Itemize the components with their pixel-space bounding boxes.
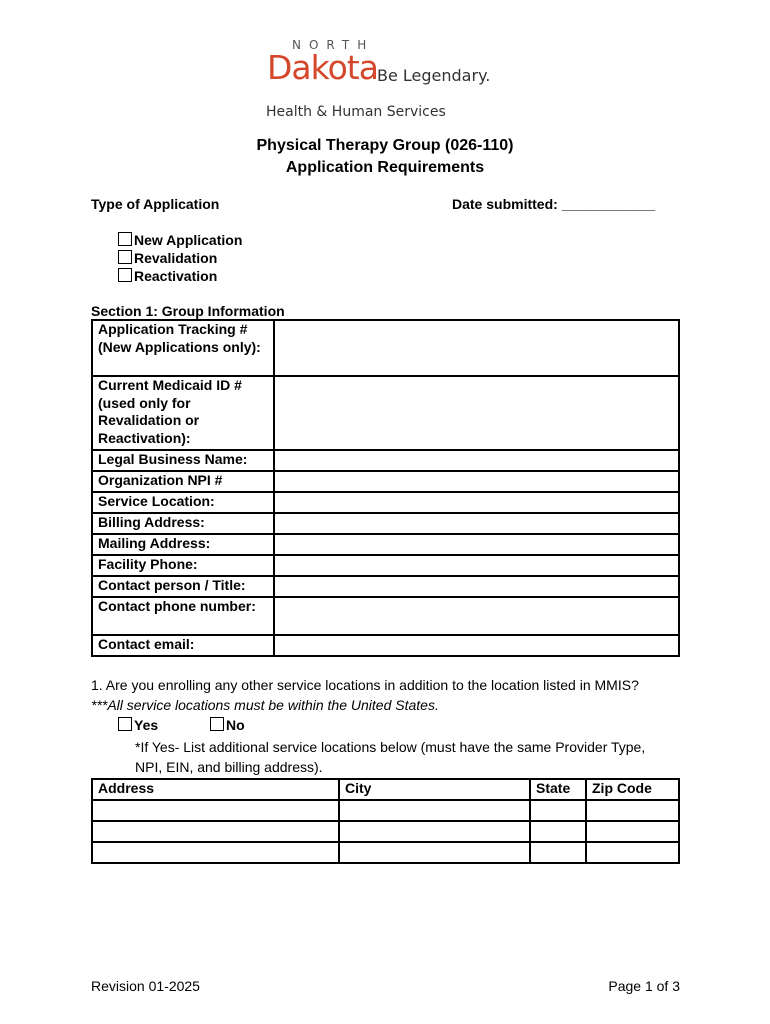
group-info-label: Current Medicaid ID # (used only for Revalidation or Reactivation): [92,376,274,450]
table-row [92,471,679,492]
medicaid-id-field[interactable] [274,376,679,450]
group-info-label: Contact phone number: [92,597,274,635]
group-info-label: Organization NPI # [92,471,274,492]
billing-address-field[interactable] [274,513,679,534]
contact-person-field[interactable] [274,576,679,597]
table-row [92,842,679,863]
group-info-label: Facility Phone: [92,555,274,576]
group-info-label: Contact person / Title: [92,576,274,597]
zip-cell[interactable] [586,821,679,842]
nd-hhs-logo [258,38,508,126]
state-cell[interactable] [530,821,586,842]
application-tracking-field[interactable] [274,320,679,376]
group-info-table [91,319,680,657]
section1-title: Section 1: Group Information [91,303,285,319]
state-cell[interactable] [530,842,586,863]
option-reactivation[interactable]: Reactivation [118,267,242,285]
address-cell[interactable] [92,842,339,863]
logo-department: Health & Human Services [266,104,446,120]
question1-no-option[interactable]: No [210,717,245,733]
question1-instruction: *If Yes- List additional service locations below (must have the same Provider Type, NPI, EIN, and billing address). [135,739,646,775]
state-cell[interactable] [530,800,586,821]
checkbox-reactivation[interactable] [118,268,132,282]
facility-phone-field[interactable] [274,555,679,576]
logo-tagline: Be Legendary. [377,66,491,85]
zip-cell[interactable] [586,800,679,821]
group-info-label: Billing Address: [92,513,274,534]
revision-label: Revision 01-2025 [91,978,200,994]
table-row [92,576,679,597]
date-submitted-field[interactable]: Date submitted: ____________ [452,196,656,212]
table-row [92,555,679,576]
checkbox-no[interactable] [210,717,224,731]
group-info-label: Mailing Address: [92,534,274,555]
group-info-label: Service Location: [92,492,274,513]
checkbox-revalidation[interactable] [118,250,132,264]
city-cell[interactable] [339,842,530,863]
checkbox-yes[interactable] [118,717,132,731]
table-row [92,635,679,656]
question1-note: ***All service locations must be within the United States. [91,697,439,713]
application-type-options [118,231,242,285]
contact-email-field[interactable] [274,635,679,656]
table-row [92,534,679,555]
city-cell[interactable] [339,821,530,842]
page-number: Page 1 of 3 [608,978,680,994]
contact-phone-field[interactable] [274,597,679,635]
type-of-application-label: Type of Application [91,196,220,212]
group-info-label: Contact email: [92,635,274,656]
service-locations-table [91,778,680,864]
legal-business-name-field[interactable] [274,450,679,471]
zip-cell[interactable] [586,842,679,863]
table-row [92,320,679,376]
table-row [92,450,679,471]
option-new-application[interactable]: New Application [118,231,242,249]
checkbox-new-application[interactable] [118,232,132,246]
col-header-address: Address [92,779,339,800]
mailing-address-field[interactable] [274,534,679,555]
logo-north-text: NORTH [292,38,375,52]
question1-text: 1. Are you enrolling any other service locations in addition to the location listed in MMIS? ***All service locations must be within the United States. [91,677,639,713]
table-header-row [92,779,679,800]
group-info-label: Legal Business Name: [92,450,274,471]
col-header-zip: Zip Code [586,779,679,800]
col-header-city: City [339,779,530,800]
table-row [92,513,679,534]
organization-npi-field[interactable] [274,471,679,492]
table-row [92,800,679,821]
question1-yes-option[interactable]: Yes [118,717,158,733]
group-info-label: Application Tracking # (New Applications only): [92,320,274,376]
table-row [92,821,679,842]
option-revalidation[interactable]: Revalidation [118,249,242,267]
address-cell[interactable] [92,800,339,821]
page-subtitle: Application Requirements [285,159,485,176]
service-location-field[interactable] [274,492,679,513]
table-row [92,597,679,635]
table-row [92,376,679,450]
col-header-state: State [530,779,586,800]
table-row [92,492,679,513]
logo-dakota-text: Dakota [267,48,378,87]
address-cell[interactable] [92,821,339,842]
page-title: Physical Therapy Group (026-110) [256,137,514,154]
city-cell[interactable] [339,800,530,821]
